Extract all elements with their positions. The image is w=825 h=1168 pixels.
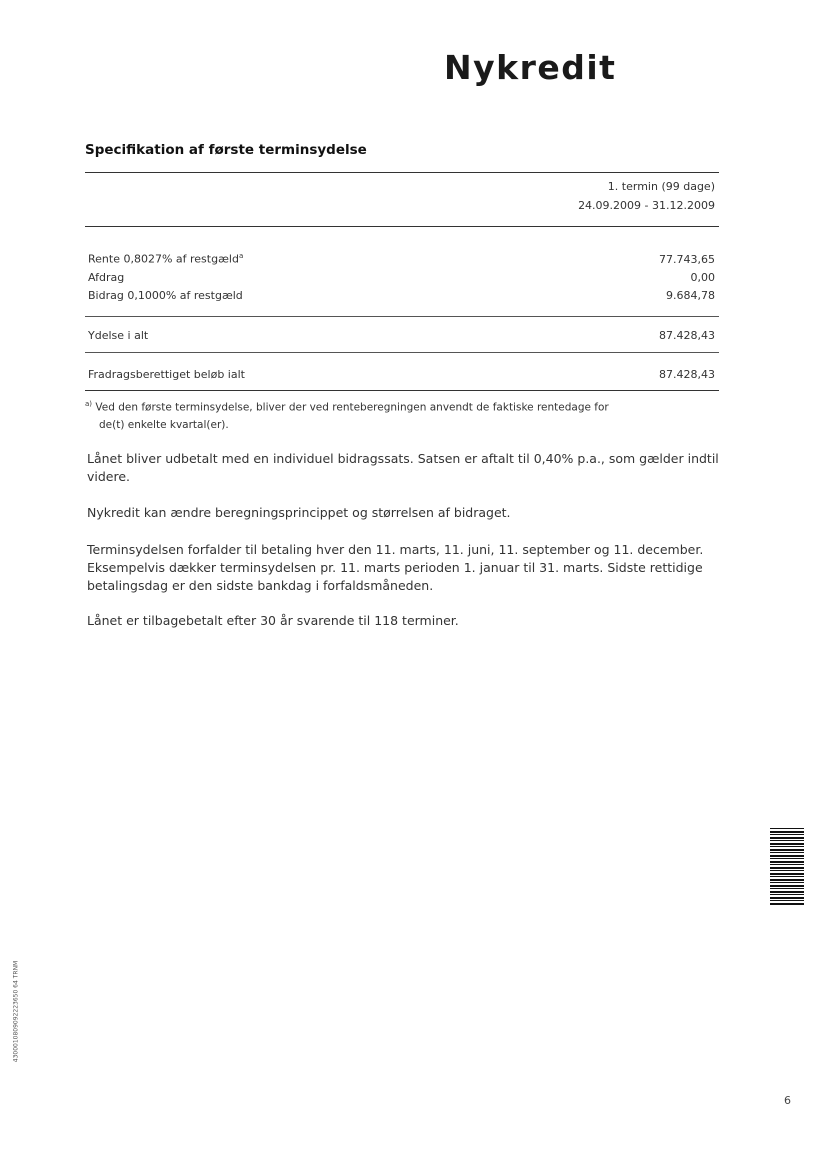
footnote [85, 396, 705, 434]
spec-row-afdrag [88, 268, 715, 286]
spec-row-bidrag [88, 286, 715, 304]
term-label: 1. termin (99 dage) [607, 180, 715, 193]
section-title: Specifikation af første terminsydelse [85, 142, 367, 158]
term-date-range: 24.09.2009 - 31.12.2009 [578, 199, 715, 212]
nykredit-logo: Nykredit [444, 48, 617, 87]
divider [85, 352, 719, 353]
footnote-line: de(t) enkelte kvartal(er). [99, 418, 229, 431]
spec-row-label: Afdrag [88, 270, 125, 284]
spec-row-rente [88, 250, 715, 268]
barcode [770, 828, 804, 906]
total-label: Ydelse i alt [88, 328, 149, 342]
page-number: 6 [784, 1094, 791, 1107]
spec-row-value: 77.743,65 [659, 252, 715, 266]
deductible-label: Fradragsberettiget beløb ialt [88, 367, 245, 381]
deductible-row [88, 365, 715, 383]
divider [85, 316, 719, 317]
spec-row-value: 0,00 [690, 270, 715, 284]
spec-row-label: Rente 0,8027% af restgæld$^a$ [88, 252, 244, 266]
spec-row-value: 9.684,78 [666, 288, 715, 302]
divider [85, 226, 719, 227]
paragraph-bidragssats: Lånet bliver udbetalt med en individuel bidragssats. Satsen er aftalt til 0,40% p.a., som gælder indtil videre. [87, 451, 719, 484]
divider [85, 172, 719, 173]
total-value: 87.428,43 [659, 328, 715, 342]
divider [85, 390, 719, 391]
deductible-value: 87.428,43 [659, 367, 715, 381]
paragraph-term-count: Lånet er tilbagebetalt efter 30 år svarende til 118 terminer. [87, 613, 459, 628]
total-row [88, 326, 715, 344]
paragraph-bidrag-change: Nykredit kan ændre beregningsprincippet og størrelsen af bidraget. [87, 505, 511, 520]
paragraph-payment-dates: Terminsydelsen forfalder til betaling hver den 11. marts, 11. juni, 11. september og 11. december. Eksempelvis dækker terminsydelsen pr. 11. marts perioden 1. januar til 31. marts. Sidste rettidige betalingsdag er den sidste bankdag i forfaldsmåneden. [87, 542, 704, 593]
document-side-code: 4300010809092223650 64 TRNM [12, 960, 20, 1063]
spec-row-label: Bidrag 0,1000% af restgæld [88, 288, 243, 302]
footnote-marker: a) [85, 400, 93, 408]
footnote-line: Ved den første terminsydelse, bliver der ved renteberegningen anvendt de faktiske rentedage for [95, 401, 609, 414]
